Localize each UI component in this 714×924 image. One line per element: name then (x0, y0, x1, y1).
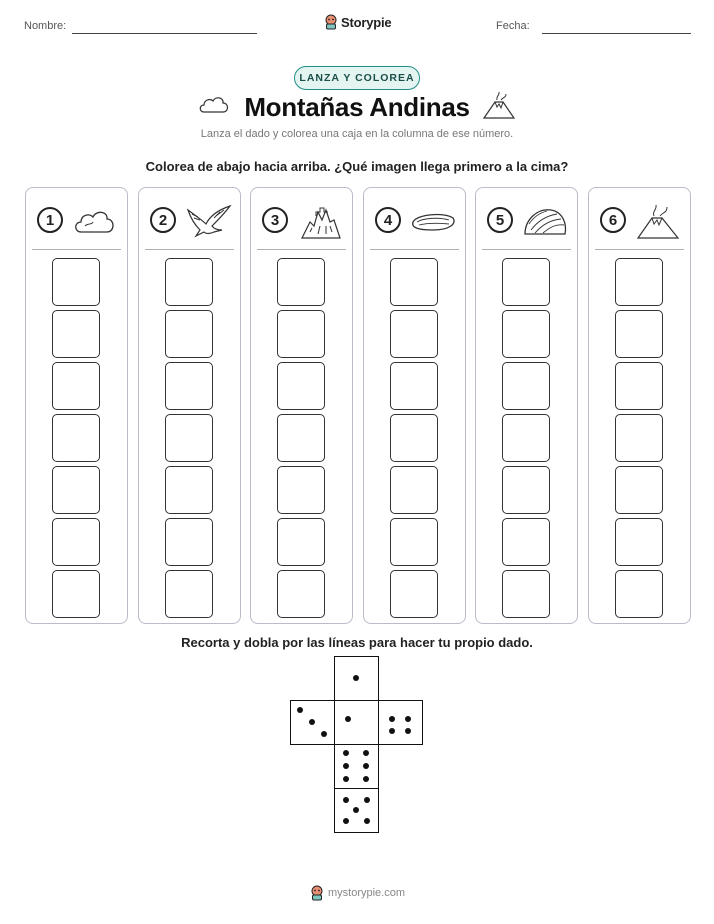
color-box[interactable] (502, 310, 550, 358)
dice-face-6 (334, 744, 379, 789)
dice-pip (363, 750, 369, 756)
footer (310, 885, 405, 901)
color-box[interactable] (615, 466, 663, 514)
dice-face-5 (334, 788, 379, 833)
column-4 (363, 187, 466, 624)
dice-instruction: Recorta y dobla por las líneas para hacer tu propio dado. (181, 635, 533, 650)
color-box[interactable] (277, 466, 325, 514)
dice-pip (363, 763, 369, 769)
dice-pip (343, 776, 349, 782)
column-5 (475, 187, 578, 624)
color-box[interactable] (52, 570, 100, 618)
color-box[interactable] (277, 518, 325, 566)
color-box[interactable] (615, 414, 663, 462)
instruction: Colorea de abajo hacia arriba. ¿Qué imagen llega primero a la cima? (145, 159, 569, 174)
volcano-icon (482, 90, 516, 120)
color-box[interactable] (277, 310, 325, 358)
dice-pip (405, 728, 411, 734)
dice-pip (353, 807, 359, 813)
cloud-icon (70, 202, 120, 240)
dice-face-3 (290, 700, 335, 745)
color-box[interactable] (165, 310, 213, 358)
color-box[interactable] (502, 570, 550, 618)
dice-pip (389, 716, 395, 722)
column-number: 2 (150, 207, 176, 233)
storypie-mascot-icon (310, 885, 324, 901)
dice-pip (363, 776, 369, 782)
color-box[interactable] (615, 362, 663, 410)
name-line[interactable] (72, 33, 257, 34)
color-box[interactable] (502, 466, 550, 514)
color-box[interactable] (52, 258, 100, 306)
activity-badge: LANZA Y COLOREA (294, 66, 420, 90)
color-box[interactable] (390, 414, 438, 462)
color-box[interactable] (52, 518, 100, 566)
column-divider (145, 249, 234, 250)
footer-url: mystorypie.com (328, 887, 406, 899)
color-box[interactable] (390, 362, 438, 410)
subtitle: Lanza el dado y colorea una caja en la columna de ese número. (200, 128, 514, 140)
color-box[interactable] (390, 518, 438, 566)
page-title: Montañas Andinas (244, 92, 470, 122)
dice-pip (343, 818, 349, 824)
column-number: 4 (375, 207, 401, 233)
color-box[interactable] (165, 258, 213, 306)
color-box[interactable] (502, 414, 550, 462)
dice-pip (343, 763, 349, 769)
dice-pip (297, 707, 303, 713)
column-3 (250, 187, 353, 624)
condor-icon (183, 202, 233, 240)
sacred-mountain-icon (295, 202, 345, 240)
date-label: Fecha: (496, 20, 530, 32)
column-divider (257, 249, 346, 250)
color-box[interactable] (502, 258, 550, 306)
dice-face-1 (334, 656, 379, 701)
color-box[interactable] (165, 466, 213, 514)
color-box[interactable] (277, 362, 325, 410)
color-box[interactable] (277, 414, 325, 462)
color-box[interactable] (165, 414, 213, 462)
brand-name: Storypie (341, 14, 392, 30)
column-divider (370, 249, 459, 250)
color-box[interactable] (615, 310, 663, 358)
color-box[interactable] (165, 570, 213, 618)
volcano-icon (633, 202, 683, 240)
name-label: Nombre: (24, 20, 67, 32)
color-box[interactable] (165, 362, 213, 410)
dice-face-1 (334, 700, 379, 745)
column-1 (25, 187, 128, 624)
dice-pip (405, 716, 411, 722)
color-box[interactable] (502, 362, 550, 410)
dice-pip (345, 716, 351, 722)
dice-pip (309, 719, 315, 725)
color-box[interactable] (277, 570, 325, 618)
color-box[interactable] (390, 258, 438, 306)
column-2 (138, 187, 241, 624)
color-box[interactable] (390, 310, 438, 358)
dice-face-4 (378, 700, 423, 745)
color-box[interactable] (615, 570, 663, 618)
color-box[interactable] (615, 518, 663, 566)
date-line[interactable] (542, 33, 691, 34)
dice-pip (364, 818, 370, 824)
column-number: 5 (487, 207, 513, 233)
color-box[interactable] (615, 258, 663, 306)
column-divider (32, 249, 121, 250)
color-box[interactable] (52, 414, 100, 462)
dice-pip (353, 675, 359, 681)
dice-pip (343, 750, 349, 756)
brand-logo (324, 14, 391, 30)
column-number: 6 (600, 207, 626, 233)
color-box[interactable] (52, 362, 100, 410)
column-divider (595, 249, 684, 250)
salt-flat-icon (408, 202, 458, 240)
color-box[interactable] (390, 570, 438, 618)
column-6 (588, 187, 691, 624)
color-box[interactable] (52, 466, 100, 514)
color-box[interactable] (277, 258, 325, 306)
dice-pip (364, 797, 370, 803)
rock-icon (520, 202, 570, 240)
column-number: 1 (37, 207, 63, 233)
color-box[interactable] (165, 518, 213, 566)
dice-pip (389, 728, 395, 734)
column-number: 3 (262, 207, 288, 233)
storypie-mascot-icon (324, 14, 338, 30)
color-box[interactable] (502, 518, 550, 566)
column-divider (482, 249, 571, 250)
color-box[interactable] (390, 466, 438, 514)
dice-pip (343, 797, 349, 803)
dice-pip (321, 731, 327, 737)
color-box[interactable] (52, 310, 100, 358)
